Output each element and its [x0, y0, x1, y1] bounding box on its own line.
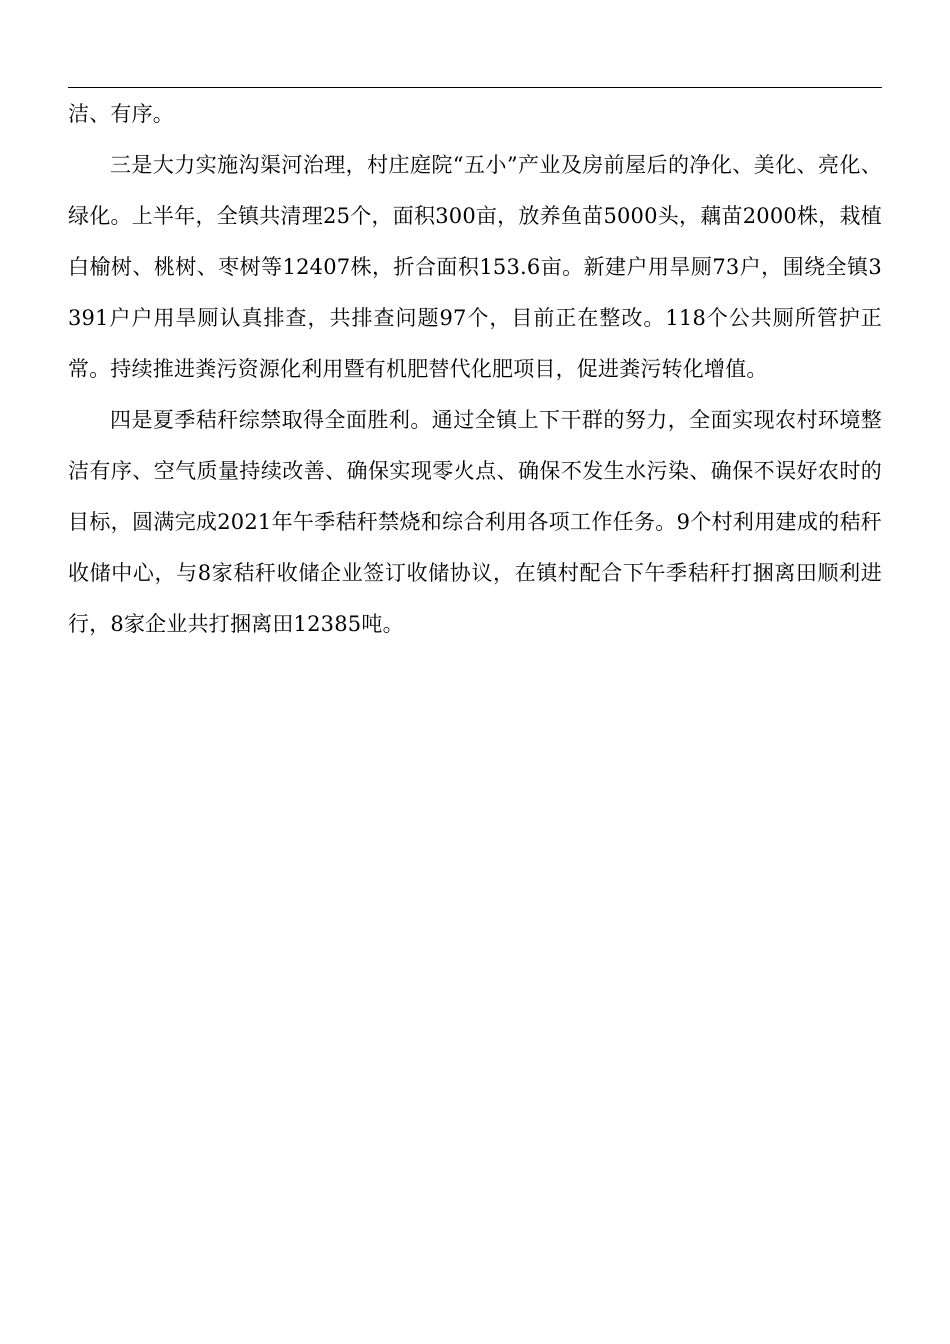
paragraph-ditch-river-governance: 三是大力实施沟渠河治理，村庄庭院“五小”产业及房前屋后的净化、美化、亮化、绿化。上半年，全镇共清理25个，面积300亩，放养鱼苗5000头，藕苗2000株，栽植白榆树、桃树、枣树等12407株，折合面积153.6亩。新建户用旱厕73户，围绕全镇3391户户用旱厕认真排查，共排查问题97个，目前正在整改。118个公共厕所管护正常。持续推进粪污资源化利用暨有机肥替代化肥项目，促进粪污转化增值。: [68, 153, 882, 381]
header-divider: [68, 87, 882, 88]
document-body: [68, 89, 882, 650]
paragraph-continuation: 洁、有序。: [68, 102, 174, 126]
paragraph-straw-burning-ban: 四是夏季秸秆综禁取得全面胜利。通过全镇上下干群的努力，全面实现农村环境整洁有序、空气质量持续改善、确保实现零火点、确保不发生水污染、确保不误好农时的目标，圆满完成2021年午季秸秆禁烧和综合利用各项工作任务。9个村利用建成的秸秆收储中心，与8家秸秆收储企业签订收储协议，在镇村配合下午季秸秆打捆离田顺利进行，8家企业共打捆离田12385吨。: [68, 408, 882, 636]
